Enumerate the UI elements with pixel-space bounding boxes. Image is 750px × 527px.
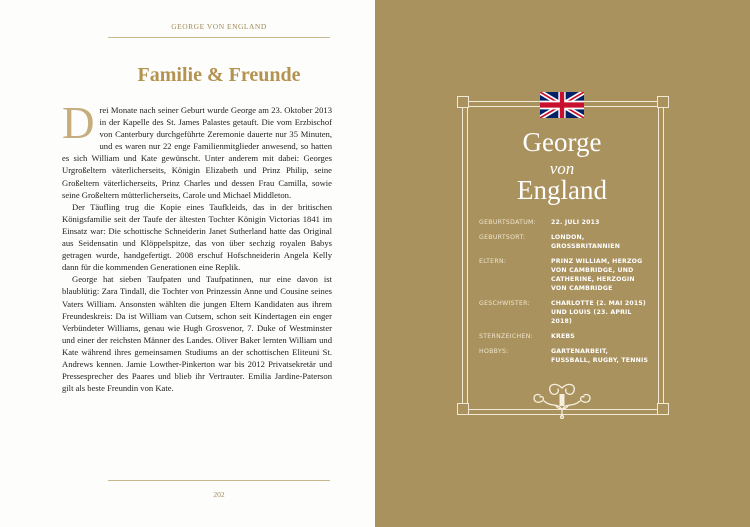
ornament-flourish-icon	[530, 380, 594, 420]
fact-label: GESCHWISTER:	[479, 300, 530, 307]
page-number: 202	[213, 490, 225, 499]
fact-value: GARTENARBEIT, FUSSBALL, RUGBY, TENNIS	[551, 348, 649, 364]
fact-row	[479, 299, 649, 326]
fact-value: LONDON, GROSSBRITANNIEN	[551, 234, 621, 250]
title-england: England	[517, 175, 607, 205]
fact-label: STERNZEICHEN:	[479, 333, 534, 340]
running-head: GEORGE VON ENGLAND	[171, 22, 267, 31]
paragraph-1	[62, 98, 332, 201]
body-text	[62, 98, 332, 394]
fact-label: HOBBYS:	[479, 348, 509, 355]
frame-corner	[657, 96, 669, 108]
union-jack-flag-icon	[540, 92, 584, 118]
dropcap: D	[62, 98, 95, 148]
fact-label: ELTERN:	[479, 258, 507, 265]
fact-label: GEBURTSDATUM:	[479, 219, 537, 226]
header-rule	[108, 37, 330, 38]
fact-row	[479, 347, 649, 365]
frame-corner	[657, 403, 669, 415]
fact-list	[479, 218, 649, 371]
fact-value: PRINZ WILLIAM, HERZOG VON CAMBRIDGE, UND CATHERINE, HERZOGIN VON CAMBRIDGE	[551, 258, 643, 292]
paragraph-1-text: rei Monate nach seiner Geburt wurde George am 23. Oktober 2013 in der Kapelle des St. James Palastes getauft. Die vom Erzbischof von Canterbury durchgeführte Zeremonie dauerte nur 35 Minuten, und es waren nur 22 enge Familienmitglieder anwesend, so hatten es sich William und Kate gewünscht. Unter anderem mit dabei: Georges Urgroßeltern väterlicherseits, Königin Elizabeth und Prinz Philip, seine Großeltern väterlicherseits, Prinz Charles und dessen Frau Camilla, sowie seine Großeltern mütterlicherseits, Carole und Michael Middleton.	[62, 105, 332, 200]
fact-label: GEBURTSORT:	[479, 234, 526, 241]
paragraph-2: Der Täufling trug die Kopie eines Taufkleids, das in der britischen Königsfamilie seit der Taufe der ältesten Tochter Königin Victorias 1841 im Einsatz war: Die schottische Schneiderin Janet Sutherland hatte das Original aus Seidensatin und Klöppelspitze, das von über sechzig royalen Babys getragen wurde, handgefertigt. 2008 erschuf Hofschneiderin Angela Kelly dann für die kommenden Generationen eine Replik.	[62, 201, 332, 273]
footer-rule	[108, 480, 330, 481]
chapter-title: Familie & Freunde	[137, 64, 301, 86]
frame-corner	[457, 96, 469, 108]
fact-row	[479, 257, 649, 293]
right-page	[375, 0, 750, 527]
frame-corner	[457, 403, 469, 415]
fact-value: 22. JULI 2013	[551, 219, 600, 226]
paragraph-3: George hat sieben Taufpaten und Taufpatinnen, nur eine davon ist blaublütig: Zara Tindall, die Tochter von Prinzessin Anne und Cousine seines Vaters William. Ansonsten wählten die jungen Eltern Kandidaten aus ihrem Freundeskreis: Da ist William van Cutsem, schon seit Kindertagen ein enger Verbündeter Williams, genau wie Hugh Grosvenor, 7. Duke of Westminster und einer der reichsten Männer des Landes. Oliver Baker lernten William und Kate während ihres gemeinsamen Studiums an der schottischen Eliteuni St. Andrews kennen. Jamie Lowther-Pinkerton war bis 2012 Privatsekretär und Pressesprecher des Paares und blieb ihr Vertrauter. Emilia Jardine-Paterson gilt als beste Freundin von Kate.	[62, 274, 332, 394]
fact-row	[479, 218, 649, 227]
title-von: von	[549, 159, 575, 178]
fact-value: KREBS	[551, 333, 575, 340]
fact-row	[479, 332, 649, 341]
fact-value: CHARLOTTE (2. MAI 2015) UND LOUIS (23. APRIL 2018)	[551, 300, 646, 325]
title-george: George	[522, 127, 602, 157]
fact-row	[479, 233, 649, 251]
